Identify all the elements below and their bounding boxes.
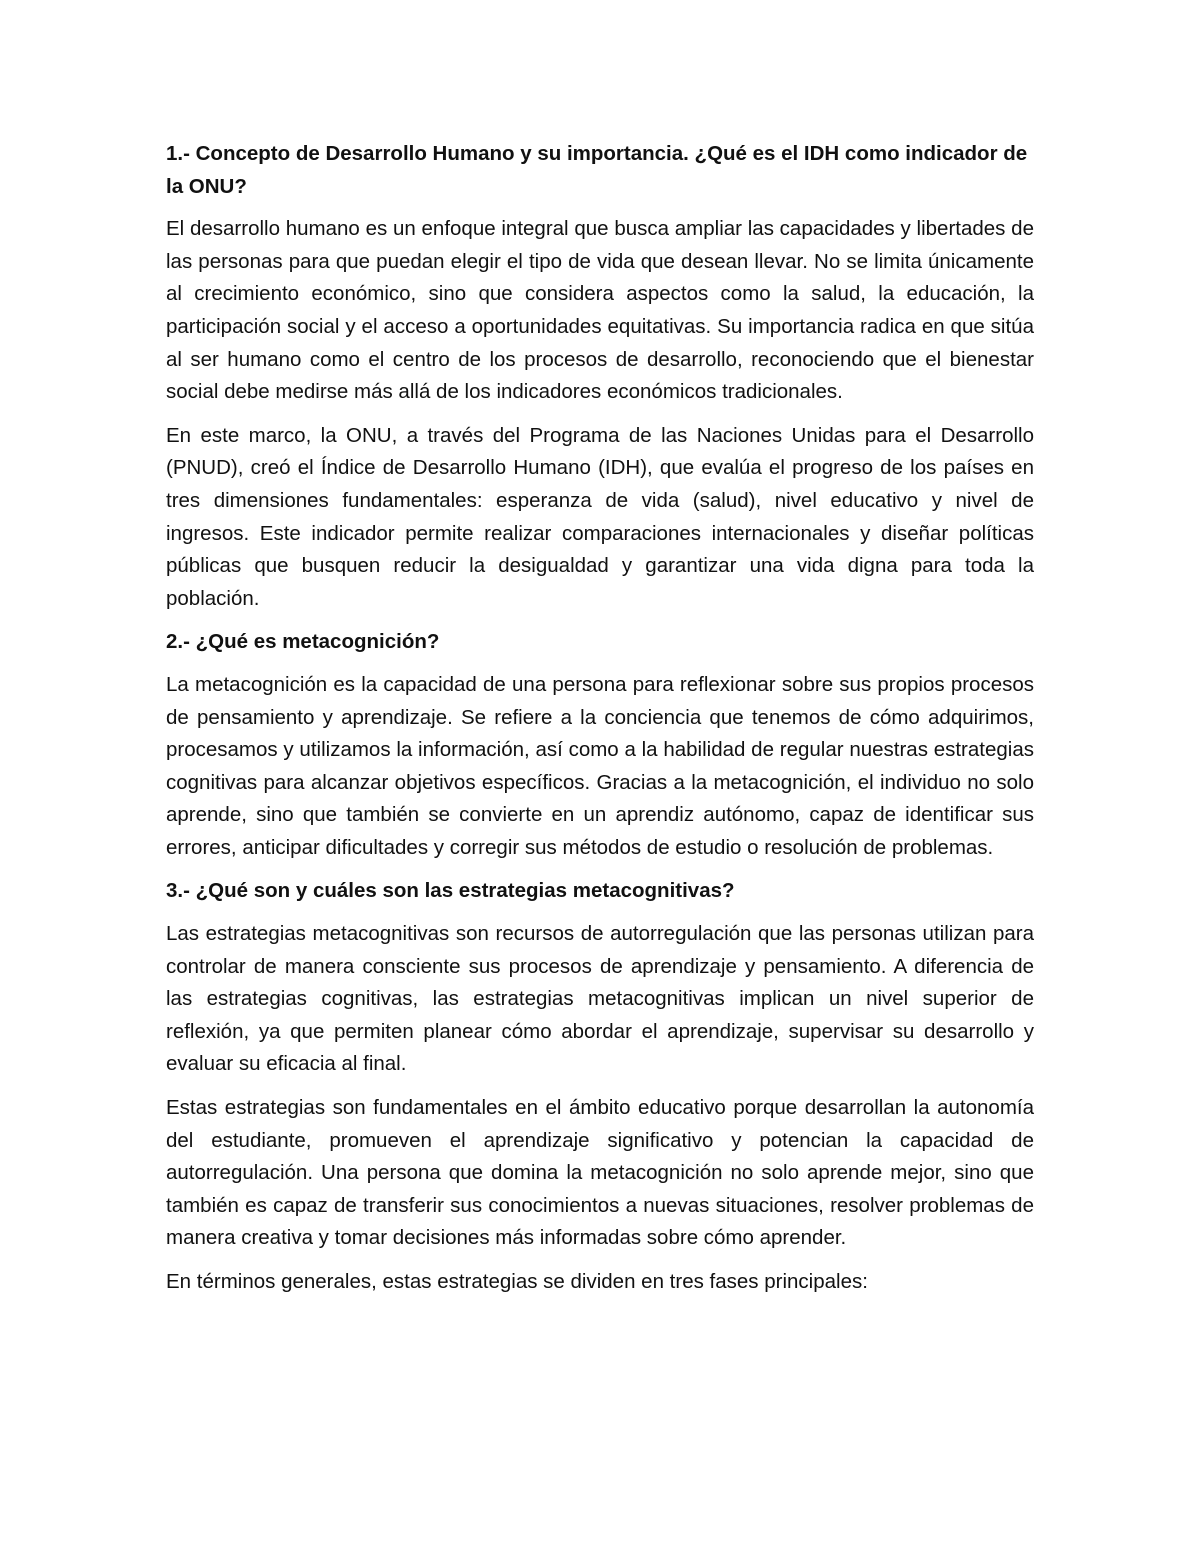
section-heading: 1.- Concepto de Desarrollo Humano y su importancia. ¿Qué es el IDH como indicador de la ONU? (166, 142, 1028, 198)
document-body (166, 138, 1034, 1310)
section-heading: 3.- ¿Qué son y cuáles son las estrategias metacognitivas? (166, 879, 735, 903)
paragraph: En este marco, la ONU, a través del Programa de las Naciones Unidas para el Desarrollo (PNUD), creó el Índice de Desarrollo Humano (IDH), que evalúa el progreso de los países en tres dimensiones fundamentales: esperanza de vida (salud), nivel educativo y nivel de ingresos. Este indicador permite realizar comparaciones internacionales y diseñar políticas públicas que busquen reducir la desigualdad y garantizar una vida digna para toda la población. (166, 423, 1034, 610)
paragraph: La metacognición es la capacidad de una persona para reflexionar sobre sus propios procesos de pensamiento y aprendizaje. Se refiere a la conciencia que tenemos de cómo adquirimos, procesamos y utilizamos la información, así como a la habilidad de regular nuestras estrategias cognitivas para alcanzar objetivos específicos. Gracias a la metacognición, el individuo no solo aprende, sino que también se convierte en un aprendiz autónomo, capaz de identificar sus errores, anticipar dificultades y corregir sus métodos de estudio o resolución de problemas. (166, 672, 1034, 859)
paragraph: El desarrollo humano es un enfoque integral que busca ampliar las capacidades y libertades de las personas para que puedan elegir el tipo de vida que desean llevar. No se limita únicamente al crecimiento económico, sino que considera aspectos como la salud, la educación, la participación social y el acceso a oportunidades equitativas. Su importancia radica en que sitúa al ser humano como el centro de los procesos de desarrollo, reconociendo que el bienestar social debe medirse más allá de los indicadores económicos tradicionales. (166, 217, 1034, 404)
paragraph: En términos generales, estas estrategias se dividen en tres fases principales: (166, 1270, 868, 1293)
section-metacognicion (166, 626, 1034, 864)
section-heading: 2.- ¿Qué es metacognición? (166, 630, 440, 654)
paragraph: Estas estrategias son fundamentales en el ámbito educativo porque desarrollan la autonomía del estudiante, promueven el aprendizaje significativo y potencian la capacidad de autorregulación. Una persona que domina la metacognición no solo aprende mejor, sino que también es capaz de transferir sus conocimientos a nuevas situaciones, resolver problemas de manera creativa y tomar decisiones más informadas sobre cómo aprender. (166, 1096, 1034, 1250)
paragraph: Las estrategias metacognitivas son recursos de autorregulación que las personas utilizan para controlar de manera consciente sus procesos de aprendizaje y pensamiento. A diferencia de las estrategias cognitivas, las estrategias metacognitivas implican un nivel superior de reflexión, ya que permiten planear cómo abordar el aprendizaje, supervisar su desarrollo y evaluar su eficacia al final. (166, 922, 1034, 1076)
section-desarrollo-humano (166, 138, 1034, 615)
section-estrategias-metacognitivas (166, 875, 1034, 1298)
